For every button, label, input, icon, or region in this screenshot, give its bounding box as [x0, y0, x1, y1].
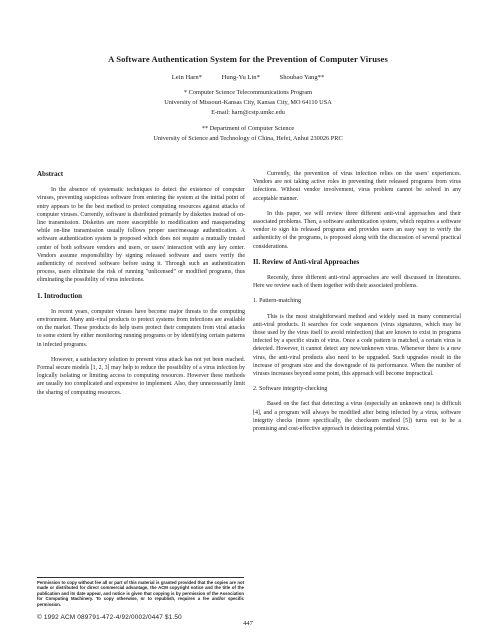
author-name: Hung-Yu Lin*: [221, 74, 260, 81]
copyright-line: © 1992 ACM 089791-472-4/92/0002/0447 $1.50: [37, 614, 182, 621]
abstract-text: In the absence of systematic techniques to detect the existence of computer viruses, preventing suspicious software from entering the system at the initial point of entry appears to be the best method to protect computing resources against attacks of computer viruses. Currently, software is distributed primarily by diskettes instead of on-line transmission. Diskettes are more susceptible to modification and masquerading while on-line transmission usually follows proper user/message authentication. A software authentication system is proposed which does not require a mutually trusted center of both software vendors and users, or users' interaction with any key center. Vendors assume responsibility by signing released software and users verify the authenticity of received software before using it. Through such an authentication process, users eliminate the risk of running "unlicensed" or modified programs, thus eliminating the possibility of virus infections.: [37, 187, 245, 284]
subsection-heading-pattern-matching: 1. Pattern-matching: [253, 298, 302, 305]
paper-title: A Software Authentication System for the Prevention of Computer Viruses: [108, 54, 388, 64]
affiliation-1: [0, 88, 496, 118]
subsection-heading-integrity-checking: 2. Software integrity-checking: [253, 386, 328, 393]
affiliation-line: * Computer Science Telecommunications Program: [183, 89, 313, 96]
affiliation-line: ** Department of Computer Science: [201, 125, 295, 132]
paragraph: In recent years, computer viruses have become major threats to the computing environment. Many anti-viral products to protect systems from infections are available on the market. These products do help users protect their computers from viral attacks to some extent by either monitoring running programs or by identifying certain patterns in infected programs.: [37, 308, 245, 348]
paragraph: This is the most straightforward method and widely used in many commercial anti-viral products. It searches for code sequences (virus signatures, which may be those used by the virus itself to avoid reinfection) that are known to exist in programs infected by a specific strain of virus. Once a code pattern is matched, a certain virus is detected. However, it cannot detect any new/unknown virus. Whenever there is a new virus, the anti-viral products also need to be upgraded. Such upgrades result in the increase of program size and the downgrade of its performance. When the number of viruses increases beyond some point, this approach will become impractical.: [253, 313, 461, 378]
affiliation-line: University of Science and Technology of China, Hefei, Anhui 230026 PRC: [153, 135, 343, 142]
paragraph: Based on the fact that detecting a virus (especially an unknown one) is difficult [4], and a program will always be modified after being infected by a virus, software integrity checks (more specifically, the checksum method [5]) turns out to be a promising and cost-effective approach in detecting potential virus.: [253, 401, 461, 433]
author-name: Lein Harn*: [171, 74, 202, 81]
left-column: [37, 170, 245, 404]
paragraph: Currently, the prevention of virus infection relies on the users' experiences. Vendors are not taking active roles in preventing their released programs from virus infections. Without vendor involvement, virus problem cannot be solved in any acceptable manner.: [253, 171, 461, 202]
affiliation-2: [0, 124, 496, 144]
affiliation-line: University of Missouri-Kansas City, Kansas City, MO 64110 USA: [164, 99, 332, 106]
page-number: 447: [243, 620, 253, 627]
author-name: Shoubao Yang**: [279, 74, 325, 81]
affiliation-email: E-mail: harn@cstp.umkc.edu: [211, 109, 285, 116]
section-heading-review: II. Review of Anti-viral Approaches: [253, 257, 360, 266]
section-heading-introduction: 1. Introduction: [37, 291, 82, 300]
author-list: [0, 74, 496, 81]
paragraph: In this paper, we will review three different anti-viral approaches and their associated problems. Then, a software authentication system, which requires a software vendor to sign his released programs and provides users an easy way to verify the authenticity of the programs, is proposed along with the discussion of several practical considerations.: [253, 210, 461, 250]
paragraph: However, a satisfactory solution to prevent virus attack has not yet been reached. Formal secure models [1, 2, 3] may help to reduce the possibility of a virus infection by logically isolating or limiting access to computing resources. However these methods are usually too complicated and expensive to implement. Also, they unnecessarily limit the sharing of computing resources.: [37, 356, 245, 396]
right-column: [253, 170, 461, 440]
paragraph: Recently, three different anti-viral approaches are well discussed in literatures. Here we review each of them together with their associated problems.: [253, 275, 461, 290]
permission-notice: Permission to copy without fee all or part of this material is granted provided that the copies are not made or distributed for direct commercial advantage, the ACM copyright notice and the title of the publication and its date appear, and notice is given that copying is by permission of the Association for Computing Machinery. To copy otherwise, or to republish, requires a fee and/or specific permission.: [37, 577, 244, 607]
abstract-heading: Abstract: [37, 170, 64, 178]
